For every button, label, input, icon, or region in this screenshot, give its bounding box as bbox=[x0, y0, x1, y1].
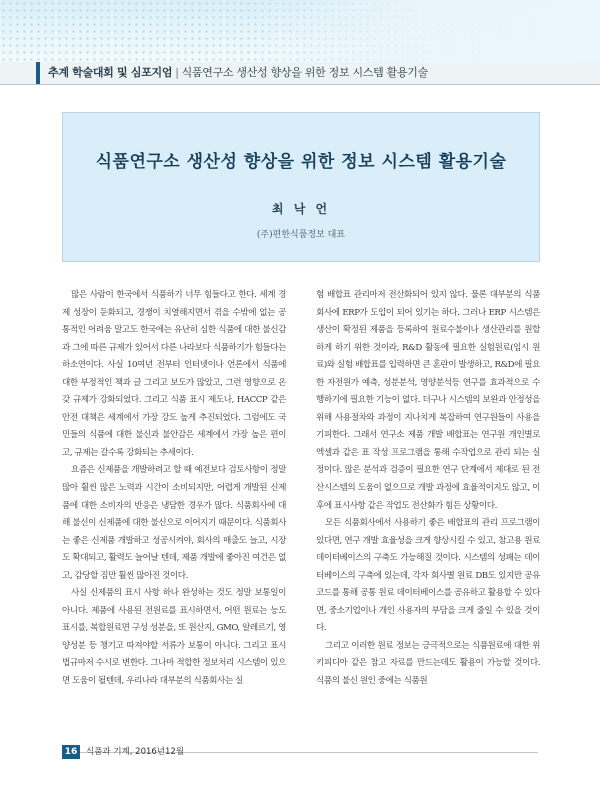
running-header bbox=[48, 64, 428, 82]
top-banner bbox=[0, 0, 600, 62]
page-number: 16 bbox=[62, 745, 80, 759]
footer-publication: 식품과 기계, 2016년12월 bbox=[86, 747, 185, 757]
header-section: 추계 학술대회 및 심포지엄 bbox=[48, 66, 173, 79]
article-title: 식품연구소 생산성 향상을 위한 정보 시스템 활용기술 bbox=[95, 152, 507, 172]
body-paragraph: 많은 사람이 한국에서 식품하기 너무 힘들다고 한다. 세계 경제 성장이 둔화되고, 경쟁이 치열해지면서 겪을 수밖에 없는 공통적인 어려움 말고도 한국에는 유난히 심한 식품에 대한 불신감과 그에 따른 규제가 있어서 다른 나라보다 식품하기가 힘들다는 하소연이다. 사실 10여년 전부터 인터넷이나 언론에서 식품에 대한 부정적인 책과 글 그리고 보도가 많았고, 그런 영향으로 온갖 규제가 강화되었다. 그리고 식품 표시 제도나, HACCP 같은 안전 대책은 세계에서 가장 강도 높게 추진되었다. 그럼에도 국민들의 식품에 대한 불신과 불안감은 세계에서 가장 높은 편이고, 규제는 갈수록 강화되는 추세이다. bbox=[62, 290, 286, 458]
header-separator: | bbox=[175, 66, 179, 79]
body-column-right bbox=[316, 287, 540, 691]
body-paragraph: 험 배합표 관리마저 전산화되어 있지 않다. 물론 대부분의 식품회사에 ERP가 도입이 되어 있기는 하다. 그러나 ERP 시스템은 생산이 확정된 제품을 등록하여 원료수불이나 생산관리를 원할하게 하기 위한 것이라, R&D 활동에 필요한 실험원료(임시 원료)와 실험 배합표를 입력하면 큰 혼란이 발생하고, R&D에 필요한 자전원가 예측, 성분분석, 영양분석등 연구를 효과적으로 수행하기에 필요한 기능이 없다. 더구나 시스템의 보완과 안정성을 위해 사용절차와 과정이 지나치게 복잡하여 연구원들이 사용을 기피한다. 그래서 연구소 제품 개발 배합표는 연구원 개인별로 엑셀과 같은 표 작성 프로그램을 통해 수작업으로 관리 되는 실정이다. 많은 분석과 검증이 필요한 연구 단계에서 제대로 된 전산시스템의 도움이 없으므로 개발 과정에 효율적이지도 않고, 이후에 표시사항 같은 작업도 전산화가 힘든 상황이다. bbox=[316, 290, 540, 511]
author-affiliation: (주)편한식품정보 대표 bbox=[256, 230, 346, 240]
article-author: 최 낙 언 bbox=[271, 202, 331, 216]
body-paragraph: 사실 신제품의 표시 사항 하나 완성하는 것도 정말 보통일이 아니다. 제품에 사용된 전원료를 표시하면서, 어떤 원료는 능도 표시를, 복합원료면 구성 성분을, 또 원산지, GMO, 알레르기, 영양성분 등 챙기고 따져야할 서류가 보통이 아니다. 그리고 표시 법규마저 수시로 변한다. 그나마 적합한 정보처리 시스템이 있으면 도움이 될텐데, 우리나라 대부분의 식품회사는 실 bbox=[62, 588, 286, 687]
body-paragraph: 요즘은 신제품을 개발하려고 할 때 예전보다 검토사항이 정말 많아 훨씬 많은 노력과 시간이 소비되지만, 어렵게 개발된 신제품에 대한 소비자의 반응은 냉담한 경우가 많다. 식품회사에 대해 불신이 신제품에 대한 불신으로 이어지기 때문이다. 식품회사는 좋은 신제품 개발하고 성공시켜야, 회사의 매출도 늘고, 시장도 확대되고, 활력도 늘어날 텐데, 제품 개발에 좋아진 여건은 없고, 감당할 짐만 훨씬 많아진 것이다. bbox=[62, 465, 286, 581]
header-subtitle: 식품연구소 생산성 향상을 위한 정보 시스템 활용기술 bbox=[181, 66, 428, 79]
header-accent-mark bbox=[36, 62, 40, 84]
body-column-left bbox=[62, 287, 286, 691]
title-box bbox=[62, 112, 540, 262]
body-paragraph: 모든 식품회사에서 사용하기 좋은 배합표의 관리 프로그램이 있다면, 연구 개발 효율성을 크게 향상시킬 수 있고, 참고용 원료 데이터베이스의 구축도 가능해질 것이다. 시스템의 성패는 데이터베이스의 구축에 있는데, 각자 회사별 원료 DB도 있지만 공유 코드를 통해 공통 원료 데이터베이스를 공유하고 활용할 수 있다면, 중소기업이나 개인 사용자의 부담을 크게 줄일 수 있을 것이다. bbox=[316, 518, 540, 634]
body-paragraph: 그리고 이러한 원료 정보는 긍극적으로는 식품원료에 대한 위키피디아 같은 참고 자료를 만드는데도 활용이 가능할 것이다. 식품의 불신 원인 중에는 식품원 bbox=[316, 640, 540, 687]
